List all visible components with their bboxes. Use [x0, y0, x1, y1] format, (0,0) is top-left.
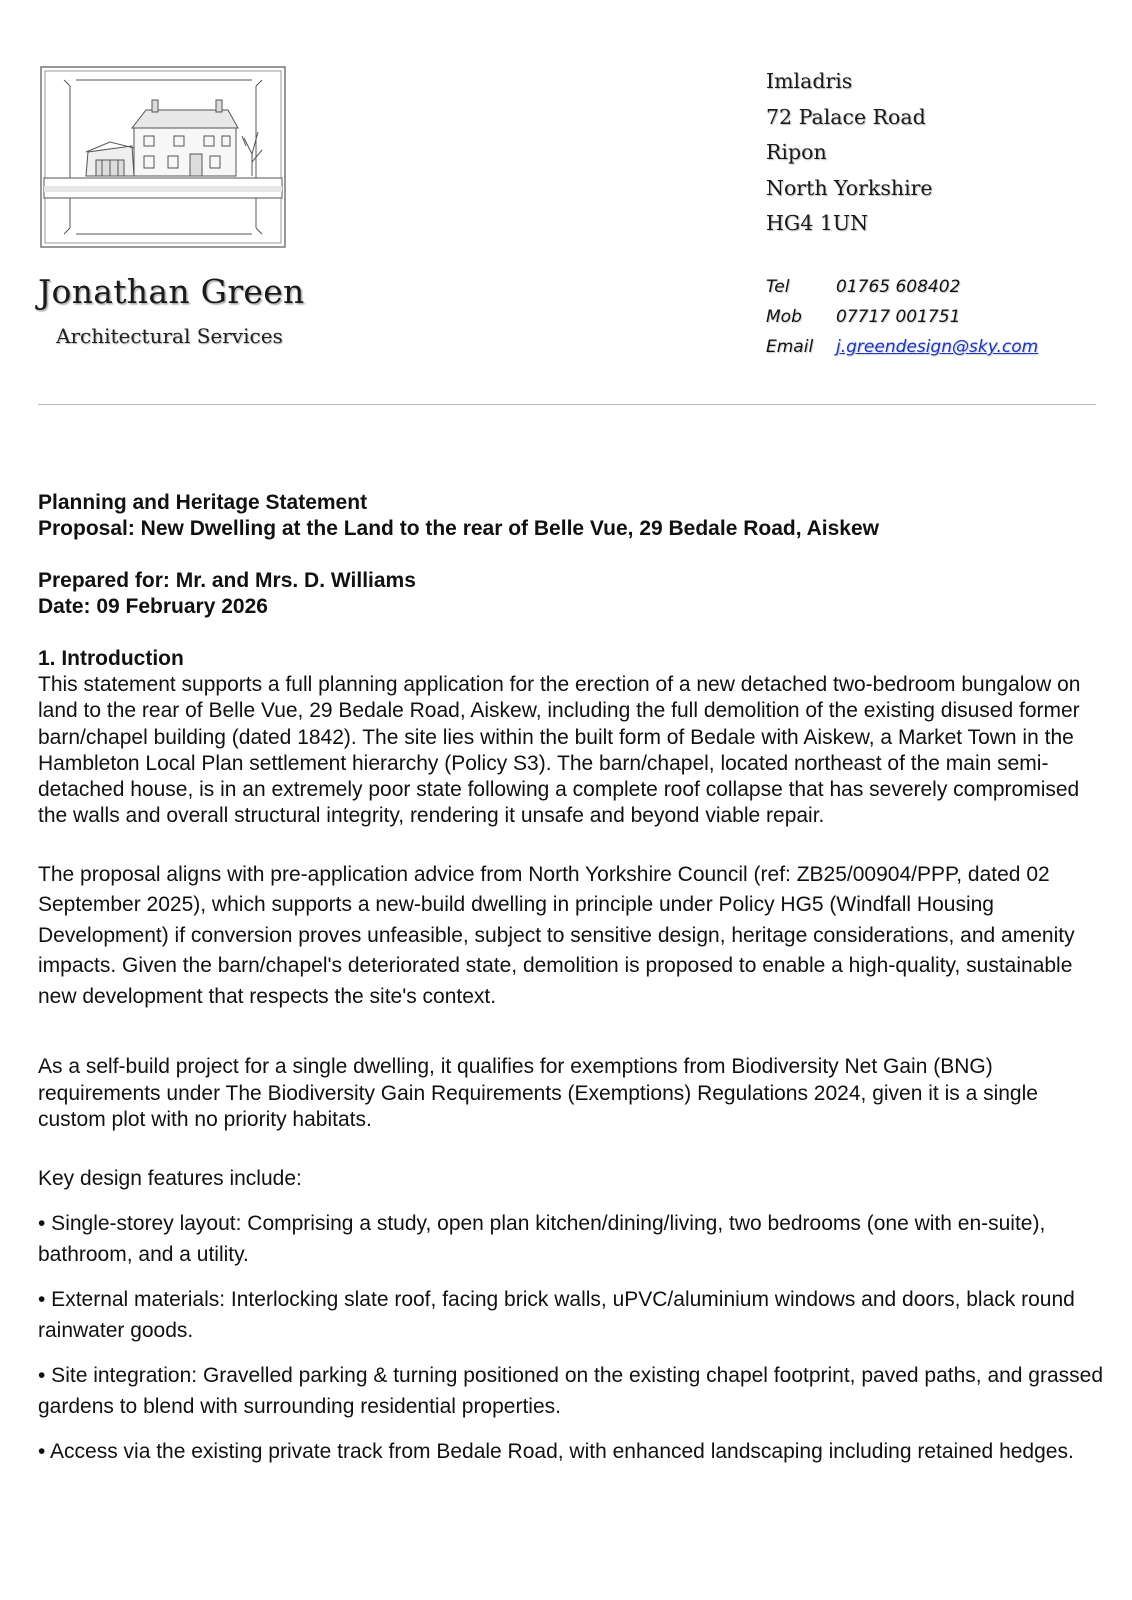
company-subtitle: Architectural Services — [56, 324, 283, 348]
address-line: Imladris — [766, 69, 853, 93]
bullet-item: • Access via the existing private track from Bedale Road, with enhanced landscaping including retained hedges. — [38, 1440, 1074, 1464]
address-line: 72 Palace Road — [766, 104, 926, 129]
intro-paragraph: This statement supports a full planning application for the erection of a new detached two-bedroom bungalow on land to the rear of Belle Vue, 29 Bedale Road, Aiskew, including the full demolition of the existing disused former barn/chapel building (dated 1842). The site lies within the built form of Bedale with Aiskew, a Market Town in the Hambleton Local Plan settlement hierarchy (Policy S3). The barn/chapel, located northeast of the main semi-detached house, is in an extremely poor state following a complete roof collapse that has severely compromised the walls and overall structural integrity, rendering it unsafe and beyond viable repair. — [38, 673, 1081, 828]
document-title: Planning and Heritage Statement — [38, 491, 368, 514]
bullet-item: • Site integration: Gravelled parking & turning positioned on the existing chapel footprint, paved paths, and grassed gardens to blend with surrounding residential properties. — [38, 1364, 1104, 1419]
company-name: Jonathan Green — [38, 272, 305, 311]
intro-paragraph: The proposal aligns with pre-application advice from North Yorkshire Council (ref: ZB25/00904/PPP, dated 02 September 2025), which supports a new-build dwelling in principle under Policy HG5 (Windfall Housing Development) if conversion proves unfeasible, subject to sensitive design, heritage considerations, and amenity impacts. Given the barn/chapel's deteriorated state, demolition is proposed to enable a high-quality, sustainable new development that respects the site's context. — [38, 862, 1075, 1008]
prepared-for: Prepared for: Mr. and Mrs. D. Williams — [38, 569, 416, 592]
bullet-item: • External materials: Interlocking slate roof, facing brick walls, uPVC/aluminium windows and doors, black round rainwater goods. — [38, 1288, 1075, 1343]
proposal-line: Proposal: New Dwelling at the Land to the rear of Belle Vue, 29 Bedale Road, Aiskew — [38, 517, 879, 540]
company-logo — [40, 66, 286, 248]
contact-row-email — [766, 332, 1038, 362]
email-link[interactable]: j.greendesign@sky.com — [836, 337, 1039, 357]
header-divider — [38, 404, 1096, 405]
contact-details — [766, 272, 1038, 362]
document-date: Date: 09 February 2026 — [38, 595, 268, 618]
address-line: Ripon — [766, 140, 827, 164]
contact-row-tel — [766, 272, 1038, 302]
email-label: Email — [766, 337, 814, 357]
mob-number: 07717 001751 — [836, 307, 961, 327]
tel-number: 01765 608402 — [836, 277, 961, 297]
house-sketch-logo-icon — [40, 66, 286, 248]
tel-label: Tel — [766, 277, 790, 297]
mob-label: Mob — [766, 307, 802, 327]
address-line: HG4 1UN — [766, 211, 869, 235]
address-line: North Yorkshire — [766, 175, 933, 200]
bullet-item: • Single-storey layout: Comprising a study, open plan kitchen/dining/living, two bedrooms (one with en-suite), bathroom, and a utility. — [38, 1212, 1046, 1267]
key-features-intro: Key design features include: — [38, 1167, 302, 1191]
postal-address — [766, 64, 933, 242]
section-heading: 1. Introduction — [38, 647, 184, 670]
contact-row-mob — [766, 302, 1038, 332]
intro-paragraph: As a self-build project for a single dwelling, it qualifies for exemptions from Biodiversity Net Gain (BNG) requirements under The Biodiversity Gain Requirements (Exemptions) Regulations 2024, given it is a single custom plot with no priority habitats. — [38, 1055, 1038, 1131]
document-body — [38, 490, 1108, 1467]
